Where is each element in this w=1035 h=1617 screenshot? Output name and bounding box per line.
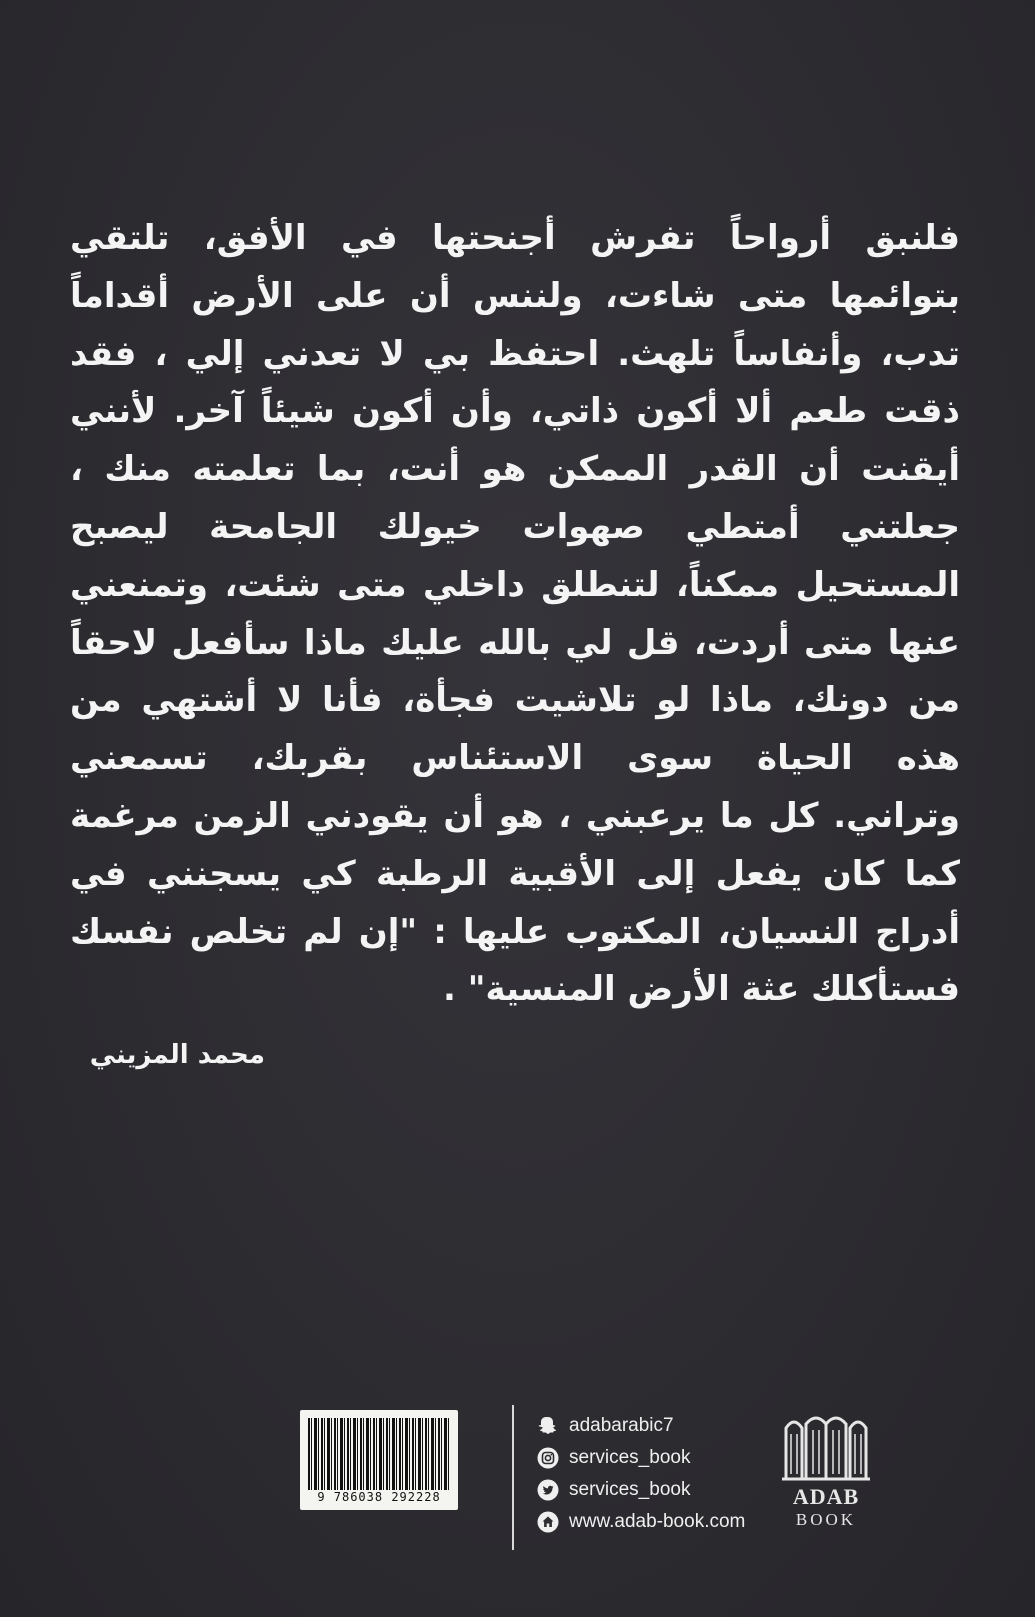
books-icon (780, 1412, 872, 1482)
publisher-name-bottom: BOOK (795, 1510, 857, 1529)
twitter-icon (537, 1479, 559, 1501)
contact-website[interactable] (537, 1506, 777, 1538)
divider (512, 1405, 514, 1550)
isbn-number: 9 786038 292228 (317, 1490, 441, 1504)
blurb-line: وتراني. كل ما يرعبني ، هو أن يقودني الزمن مرغمة (70, 795, 960, 836)
blurb-line: فستأكلك عثة الأرض المنسية" . (443, 969, 960, 1010)
contact-text: services_book (569, 1479, 691, 1500)
contact-twitter[interactable] (537, 1474, 777, 1506)
blurb-line: بتوائمها متى شاءت، ولننس أن على الأرض أقداماً (70, 275, 960, 316)
blurb-line: جعلتني أمتطي صهوات خيولك الجامحة ليصبح (70, 506, 960, 547)
blurb-line: ذقت طعم ألا أكون ذاتي، وأن أكون شيئاً آخر. لأنني (70, 391, 960, 432)
publisher-contacts (537, 1410, 777, 1538)
blurb-line: من دونك، ماذا لو تلاشيت فجأة، فأنا لا أشتهي من (70, 680, 960, 721)
isbn-barcode (300, 1410, 458, 1510)
contact-instagram[interactable] (537, 1442, 777, 1474)
contact-text: adabarabic7 (569, 1415, 674, 1436)
publisher-logo (780, 1412, 872, 1542)
blurb-line: كما كان يفعل إلى الأقبية الرطبة كي يسجنني في (70, 853, 960, 894)
blurb-text (70, 210, 960, 1019)
instagram-icon (537, 1447, 559, 1469)
snapchat-icon (537, 1415, 559, 1437)
blurb-line: تدب، وأنفاساً تلهث. احتفظ بي لا تعدني إلي ، فقد (70, 333, 960, 374)
blurb-line: هذه الحياة سوى الاستئناس بقربك، تسمعني (70, 738, 960, 779)
contact-text: www.adab-book.com (569, 1511, 746, 1532)
blurb-line: عنها متى أردت، قل لي بالله عليك ماذا سأفعل لاحقاً (70, 622, 960, 663)
blurb-line: المستحيل ممكناً، لتنطلق داخلي متى شئت، وتمنعني (70, 564, 960, 605)
blurb-line: أيقنت أن القدر الممكن هو أنت، بما تعلمته منك ، (70, 449, 960, 490)
blurb-line: أدراج النسيان، المكتوب عليها : "إن لم تخلص نفسك (70, 911, 960, 952)
contact-text: services_book (569, 1447, 691, 1468)
blurb-line: فلنبق أرواحاً تفرش أجنحتها في الأفق، تلتقي (70, 218, 960, 258)
contact-snapchat[interactable] (537, 1410, 777, 1442)
barcode-bars (308, 1418, 450, 1490)
home-icon (537, 1511, 559, 1533)
publisher-name-top: ADAB (792, 1484, 860, 1509)
author-name: محمد المزيني (89, 1040, 265, 1070)
